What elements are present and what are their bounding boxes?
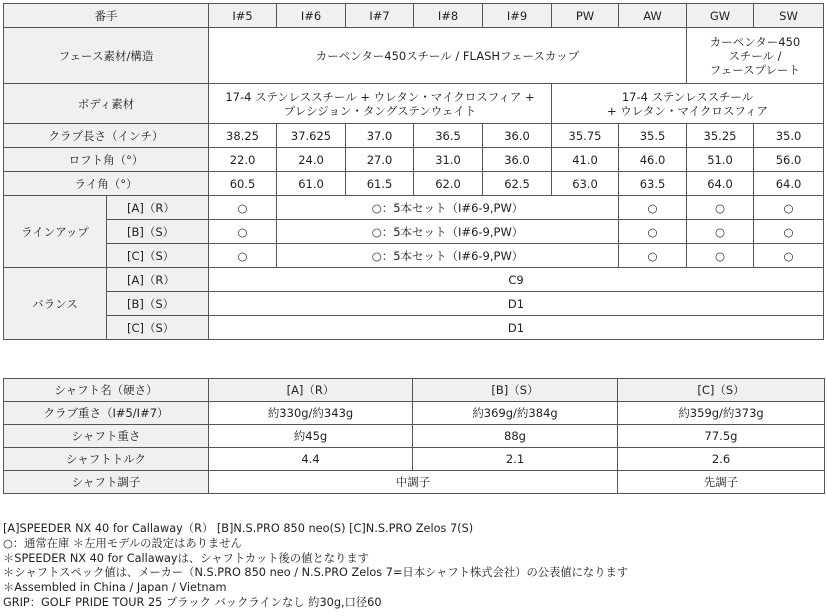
shaft-column-c: [C]（S）	[618, 379, 825, 402]
length-value: 36.5	[414, 124, 483, 148]
face-material-label: フェース素材/構造	[4, 28, 209, 84]
number-sw: SW	[754, 4, 824, 28]
balance-row	[4, 268, 824, 292]
lie-value: 62.5	[483, 172, 552, 196]
face-wedge-line: カーペンター450	[709, 34, 801, 49]
shaft-header-row	[4, 379, 825, 402]
shaft-spec-table	[3, 378, 825, 494]
loft-value: 31.0	[414, 148, 483, 172]
note-line: ＊SPEEDER NX 40 for Callawayは、シャフトカット後の値となります	[3, 551, 369, 565]
lie-value: 61.0	[277, 172, 346, 196]
body-main-line: プレシジョン・タングステンウェイト	[283, 103, 477, 118]
lineup-sw: ○	[754, 244, 824, 268]
lineup-shaft: [A]（R）	[107, 196, 209, 220]
kick-point-c: 先調子	[618, 471, 825, 494]
torque-value: 2.1	[413, 448, 618, 471]
shaft-column-a: [A]（R）	[209, 379, 413, 402]
number-i7: I#7	[346, 4, 414, 28]
note-line: ＊Assembled in China / Japan / Vietnam	[3, 581, 227, 595]
lineup-gw: ○	[687, 244, 754, 268]
balance-shaft: [A]（R）	[107, 268, 209, 292]
face-wedge-line: フェースプレート	[709, 62, 801, 77]
lie-value: 61.5	[346, 172, 414, 196]
loft-value: 36.0	[483, 148, 552, 172]
body-material-main	[209, 84, 552, 124]
shaft-weight-row	[4, 425, 825, 448]
balance-value: D1	[209, 316, 824, 340]
loft-value: 41.0	[552, 148, 619, 172]
club-spec-table	[3, 3, 824, 340]
length-value: 35.5	[619, 124, 687, 148]
length-value: 37.0	[346, 124, 414, 148]
number-gw: GW	[687, 4, 754, 28]
lineup-shaft: [B]（S）	[107, 220, 209, 244]
face-wedge-line: スチール /	[728, 48, 782, 63]
length-value: 35.0	[754, 124, 824, 148]
lie-value: 64.0	[687, 172, 754, 196]
number-aw: AW	[619, 4, 687, 28]
loft-value: 56.0	[754, 148, 824, 172]
loft-label: ロフト角（°）	[4, 148, 209, 172]
club-weight-label: クラブ重さ（I#5/I#7）	[4, 402, 209, 425]
balance-label: バランス	[4, 268, 107, 340]
balance-shaft: [B]（S）	[107, 292, 209, 316]
balance-shaft: [C]（S）	[107, 316, 209, 340]
body-main-line: 17-4 ステンレススチール + ウレタン・マイクロスフィア +	[225, 89, 535, 104]
lineup-aw: ○	[619, 220, 687, 244]
lineup-set: ○：5本セット（I#6-9,PW）	[277, 220, 619, 244]
shaft-weight-value: 77.5g	[618, 425, 825, 448]
face-material-main: カーペンター450スチール / FLASHフェースカップ	[209, 28, 687, 84]
shaft-weight-label: シャフト重さ	[4, 425, 209, 448]
lineup-sw: ○	[754, 220, 824, 244]
body-wedge-line: + ウレタン・マイクロスフィア	[607, 103, 768, 118]
length-label: クラブ長さ（インチ）	[4, 124, 209, 148]
kick-point-ab: 中調子	[209, 471, 618, 494]
number-header-label: 番手	[4, 4, 209, 28]
lineup-sw: ○	[754, 196, 824, 220]
lineup-gw: ○	[687, 196, 754, 220]
length-value: 37.625	[277, 124, 346, 148]
kick-point-label: シャフト調子	[4, 471, 209, 494]
lineup-set: ○：5本セット（I#6-9,PW）	[277, 196, 619, 220]
torque-label: シャフトトルク	[4, 448, 209, 471]
lineup-set: ○：5本セット（I#6-9,PW）	[277, 244, 619, 268]
body-material-row	[4, 84, 824, 124]
length-value: 38.25	[209, 124, 277, 148]
loft-value: 46.0	[619, 148, 687, 172]
number-i8: I#8	[414, 4, 483, 28]
lineup-aw: ○	[619, 196, 687, 220]
note-line: [A]SPEEDER NX 40 for Callaway（R） [B]N.S.PRO 850 neo(S) [C]N.S.PRO Zelos 7(S)	[3, 522, 474, 535]
lie-label: ライ角（°）	[4, 172, 209, 196]
length-value: 35.75	[552, 124, 619, 148]
balance-value: D1	[209, 292, 824, 316]
balance-value: C9	[209, 268, 824, 292]
kick-point-row	[4, 471, 825, 494]
face-material-row	[4, 28, 824, 84]
body-material-wedge	[552, 84, 824, 124]
loft-value: 24.0	[277, 148, 346, 172]
lineup-row	[4, 196, 824, 220]
body-wedge-line: 17-4 ステンレススチール	[621, 89, 754, 104]
torque-value: 4.4	[209, 448, 413, 471]
lie-value: 60.5	[209, 172, 277, 196]
number-i6: I#6	[277, 4, 346, 28]
note-line: ＊シャフトスペック値は、メーカー（N.S.PRO 850 neo / N.S.PRO Zelos 7=日本シャフト株式会社）の公表値になります	[3, 566, 629, 580]
lineup-label: ラインアップ	[4, 196, 107, 268]
lie-value: 63.0	[552, 172, 619, 196]
lie-value: 63.5	[619, 172, 687, 196]
club-weight-row	[4, 402, 825, 425]
shaft-weight-value: 約45g	[209, 425, 413, 448]
lie-value: 64.0	[754, 172, 824, 196]
length-value: 35.25	[687, 124, 754, 148]
lie-value: 62.0	[414, 172, 483, 196]
number-header-row	[4, 4, 824, 28]
shaft-column-b: [B]（S）	[413, 379, 618, 402]
loft-value: 22.0	[209, 148, 277, 172]
torque-value: 2.6	[618, 448, 825, 471]
torque-row	[4, 448, 825, 471]
lineup-shaft: [C]（S）	[107, 244, 209, 268]
footnotes	[3, 522, 628, 611]
loft-value: 27.0	[346, 148, 414, 172]
shaft-weight-value: 88g	[413, 425, 618, 448]
club-weight-value: 約369g/約384g	[413, 402, 618, 425]
loft-row	[4, 148, 824, 172]
length-value: 36.0	[483, 124, 552, 148]
lineup-row	[4, 244, 824, 268]
face-material-wedge	[687, 28, 824, 84]
lineup-i5: ○	[209, 196, 277, 220]
balance-row	[4, 316, 824, 340]
balance-row	[4, 292, 824, 316]
note-line: GRIP：GOLF PRIDE TOUR 25 ブラック バックラインなし 約30g,口径60	[3, 595, 382, 609]
loft-value: 51.0	[687, 148, 754, 172]
body-material-label: ボディ素材	[4, 84, 209, 124]
lineup-aw: ○	[619, 244, 687, 268]
lineup-row	[4, 220, 824, 244]
lineup-gw: ○	[687, 220, 754, 244]
lineup-i5: ○	[209, 220, 277, 244]
club-weight-value: 約359g/約373g	[618, 402, 825, 425]
lie-row	[4, 172, 824, 196]
club-weight-value: 約330g/約343g	[209, 402, 413, 425]
length-row	[4, 124, 824, 148]
number-i9: I#9	[483, 4, 552, 28]
lineup-i5: ○	[209, 244, 277, 268]
number-i5: I#5	[209, 4, 277, 28]
note-line: ○：通常在庫 ＊左用モデルの設定はありません	[3, 536, 242, 550]
number-pw: PW	[552, 4, 619, 28]
shaft-header-label: シャフト名（硬さ）	[4, 379, 209, 402]
